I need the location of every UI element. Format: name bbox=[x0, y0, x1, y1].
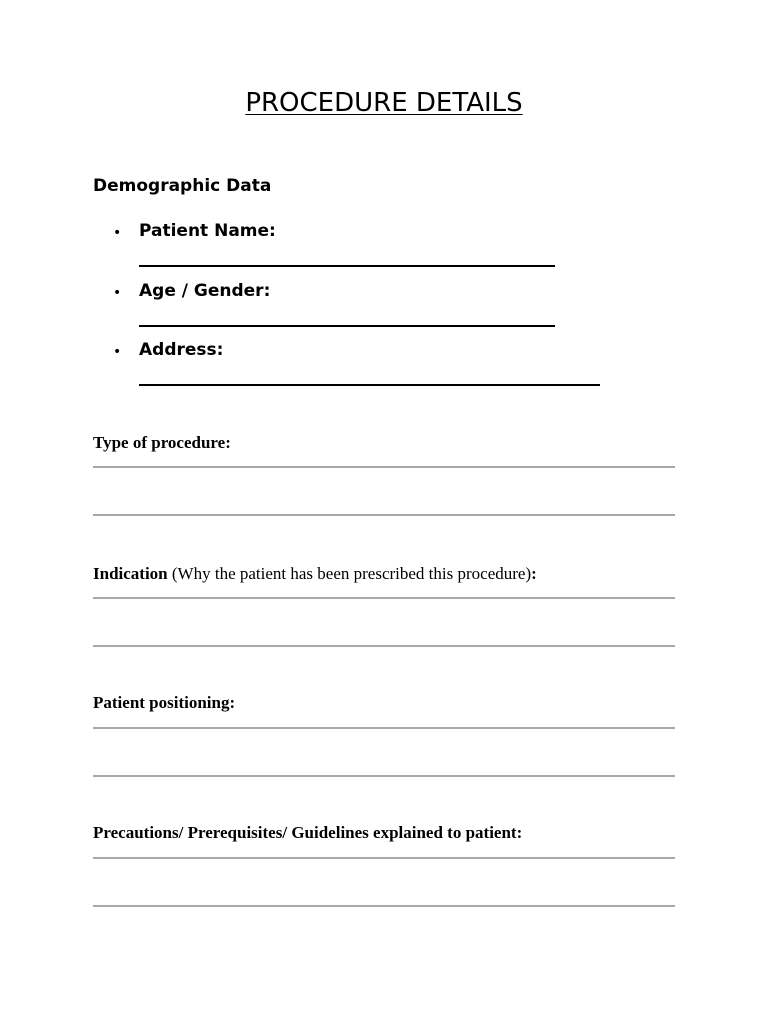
indication-text: Indication bbox=[93, 564, 168, 583]
patient-positioning-line-2[interactable] bbox=[93, 775, 675, 777]
age-gender-blank[interactable] bbox=[139, 325, 555, 327]
page-title: PROCEDURE DETAILS bbox=[245, 88, 523, 118]
bullet-icon: • bbox=[113, 225, 122, 241]
indication-label bbox=[93, 564, 537, 584]
patient-name-blank[interactable] bbox=[139, 265, 555, 267]
indication-note: (Why the patient has been prescribed this procedure) bbox=[167, 564, 532, 583]
bullet-icon: • bbox=[113, 285, 122, 301]
precautions-line-1[interactable] bbox=[93, 857, 675, 859]
bullet-icon: • bbox=[113, 344, 122, 360]
demographic-data-heading: Demographic Data bbox=[93, 176, 272, 196]
patient-positioning-text: Patient positioning: bbox=[93, 693, 236, 712]
type-of-procedure-line-2[interactable] bbox=[93, 514, 675, 516]
precautions-label bbox=[93, 823, 522, 843]
type-of-procedure-line-1[interactable] bbox=[93, 466, 675, 468]
patient-name-label: Patient Name: bbox=[139, 221, 276, 241]
patient-positioning-label bbox=[93, 693, 235, 713]
precautions-line-2[interactable] bbox=[93, 905, 675, 907]
type-of-procedure-text: Type of procedure: bbox=[93, 433, 231, 452]
age-gender-label: Age / Gender: bbox=[139, 281, 271, 301]
type-of-procedure-label bbox=[93, 433, 231, 453]
precautions-text: Precautions/ Prerequisites/ Guidelines explained to patient: bbox=[93, 823, 523, 842]
indication-line-1[interactable] bbox=[93, 597, 675, 599]
indication-line-2[interactable] bbox=[93, 645, 675, 647]
patient-positioning-line-1[interactable] bbox=[93, 727, 675, 729]
address-label: Address: bbox=[139, 340, 224, 360]
indication-colon: : bbox=[531, 564, 537, 583]
address-blank[interactable] bbox=[139, 384, 600, 386]
